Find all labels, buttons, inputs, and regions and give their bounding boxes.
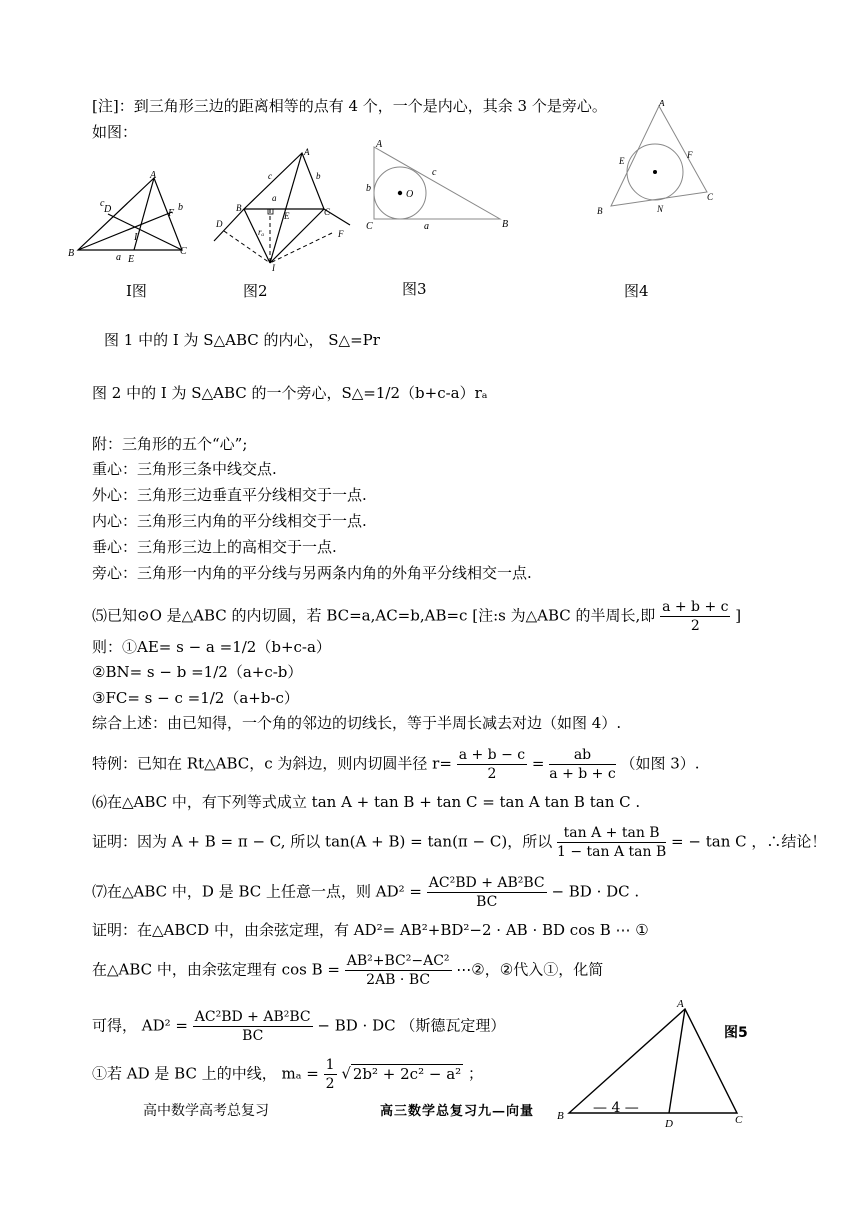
- figure-5-caption: 图5: [724, 1025, 748, 1041]
- fig1-label-F: F: [168, 208, 175, 219]
- median-sqrt: 2b² + 2c² − a²: [352, 1064, 462, 1083]
- fig2-label-A: A: [304, 147, 310, 157]
- special-fraction-1: $\frac{a + b - c}{2}$: [458, 747, 526, 782]
- item6-fraction: $\frac{\text{tan A + tan B}}{\text{1 − tan A tan B}}$: [557, 825, 667, 860]
- item5-summary: 综合上述：由已知得，一个角的邻边的切线长，等于半周长减去对边（如图 4）.: [92, 714, 622, 732]
- figure-4-caption: 图4: [624, 282, 649, 300]
- center-item: 外心：三角形三边垂直平分线相交于一点.: [92, 486, 367, 504]
- item5-suffix: ]: [735, 606, 742, 625]
- item7-result-fraction: $\frac{\text{AC²BD + AB²BC}}{BC}$: [194, 1009, 311, 1044]
- fig5-label-C: C: [735, 1114, 743, 1126]
- fig2-label-E: E: [284, 211, 290, 221]
- fig3-label-B: B: [502, 219, 509, 230]
- fig5-label-A: A: [677, 998, 684, 1010]
- center-item: 旁心：三角形一内角的平分线与另两条内角的外角平分线相交一点.: [92, 564, 532, 582]
- page-number: — 4 —: [593, 1100, 639, 1116]
- fig5-label-D: D: [665, 1118, 673, 1130]
- fig2-label-c: c: [268, 171, 272, 181]
- item7-proof: 证明：在△ABCD 中，由余弦定理，有 AD²= AB²+BD²−2 · AB · BD cos B ⋯ ①: [92, 921, 649, 939]
- item5-then: ③FC= s − c =1/2（a+b-c）: [92, 689, 299, 707]
- fig4-label-F: F: [687, 150, 693, 160]
- center-item: 内心：三角形三内角的平分线相交于一点.: [92, 512, 367, 530]
- fig2-label-F: F: [338, 229, 344, 239]
- footer-left: 高中数学高考总复习: [143, 1103, 269, 1119]
- fig1-label-c: c: [100, 198, 105, 209]
- item6-proof: 证明：因为 A + B = π − C, 所以 tan(A + B) = tan(π − C)，所以 $\frac{\text{tan A + tan B}}{\text{1 − tan A tan B}}$ = − tan C ，∴结论！: [92, 825, 827, 860]
- fig4-label-A: A: [659, 100, 665, 108]
- fig2-description: 图 2 中的 I 为 S△ABC 的一个旁心，S△=1/2（b+c-a）rₐ: [92, 384, 488, 402]
- item5-statement: [92, 598, 741, 635]
- fig2-label-ra: rₐ: [258, 227, 265, 237]
- item5-prefix: ⑸已知⊙O 是△ABC 的内切圆，若 BC=a,AC=b,AB=c [注:s 为△ABC 的半周长,即: [92, 606, 656, 625]
- fig1-label-E: E: [128, 254, 135, 265]
- note-text: [注]：到三角形三边的距离相等的点有 4 个，一个是内心，其余 3 个是旁心。: [92, 97, 607, 115]
- special-case: 特例：已知在 Rt△ABC，c 为斜边，则内切圆半径 r= $\frac{a + b - c}{2}$ = $\frac{ab}{a + b + c}$ （如图 3）.: [92, 747, 700, 782]
- fig4-label-N: N: [657, 204, 664, 214]
- fig1-label-B: B: [68, 248, 75, 259]
- fig1-label-D: D: [104, 204, 112, 215]
- fig2-label-D: D: [216, 219, 223, 229]
- sqrt-symbol: √: [341, 1064, 351, 1083]
- special-fraction-2: $\frac{ab}{a + b + c}$: [549, 747, 616, 782]
- fig3-label-C: C: [366, 221, 373, 232]
- fig5-label-B: B: [557, 1110, 564, 1122]
- center-item: 垂心：三角形三边上的高相交于一点.: [92, 538, 337, 556]
- fig1-label-I: I: [134, 232, 138, 243]
- fig3-label-c: c: [432, 167, 437, 178]
- fig1-description: 图 1 中的 I 为 S△ABC 的内心， S△=Pr: [104, 331, 380, 349]
- item6-statement: ⑹在△ABC 中，有下列等式成立 tan A + tan B + tan C = tan A tan B tan C .: [92, 793, 641, 811]
- item5-fraction: $\frac{a + b + c}{2}$: [662, 599, 729, 634]
- fig1-label-a: a: [116, 252, 121, 263]
- figure-1-diagram: [62, 168, 202, 268]
- fig2-label-I: I: [272, 263, 275, 273]
- fig2-label-C: C: [324, 207, 331, 217]
- fig1-label-A: A: [150, 170, 157, 181]
- figure-2-diagram: [210, 145, 355, 273]
- center-item: 重心：三角形三条中线交点.: [92, 460, 277, 478]
- item7-cosine: 在△ABC 中，由余弦定理有 cos B = $\frac{\text{AB²+BC²−AC²}}{2AB \cdot BC}$ ⋯②，②代入①，化简: [92, 953, 604, 988]
- fig3-label-a: a: [424, 221, 429, 232]
- figure-3-caption: 图3: [402, 280, 427, 298]
- figure-1-caption: I图: [126, 282, 147, 300]
- figure-3-diagram: [360, 135, 520, 235]
- fig4-label-C: C: [707, 192, 714, 202]
- item7-statement: ⑺在△ABC 中，D 是 BC 上任意一点，则 AD² = $\frac{\text{AC²BD + AB²BC}}{BC}$ − BD · DC .: [92, 875, 640, 910]
- fig2-label-B: B: [236, 203, 242, 213]
- median-fraction: $\frac{1}{2}$: [325, 1057, 335, 1092]
- fig4-label-B: B: [597, 206, 603, 216]
- five-centers-title: 附：三角形的五个“心”;: [92, 435, 248, 453]
- item5-then: ②BN= s − b =1/2（a+c-b）: [92, 663, 303, 681]
- fig2-label-a: a: [272, 193, 277, 203]
- fig1-label-b: b: [178, 202, 183, 213]
- fig3-label-b: b: [366, 183, 371, 194]
- fig2-label-b: b: [316, 171, 321, 181]
- item5-then: 则：①AE= s − a =1/2（b+c-a）: [92, 638, 331, 656]
- figure-5-diagram: [555, 995, 755, 1130]
- fig1-label-C: C: [180, 246, 187, 257]
- fig3-label-O: O: [406, 189, 414, 200]
- figure-4-diagram: [595, 100, 725, 220]
- median-formula: ①若 AD 是 BC 上的中线， mₐ = $\frac{1}{2}$ √ 2b² + 2c² − a² ；: [92, 1057, 483, 1092]
- as-shown-text: 如图：: [92, 123, 138, 141]
- figure-2-caption: 图2: [243, 282, 268, 300]
- item7-fraction: $\frac{\text{AC²BD + AB²BC}}{BC}$: [428, 875, 545, 910]
- item7-cos-fraction: $\frac{\text{AB²+BC²−AC²}}{2AB \cdot BC}$: [346, 953, 450, 988]
- fig4-label-E: E: [619, 156, 625, 166]
- footer-right: 高三数学总复习九—向量: [380, 1104, 535, 1119]
- fig3-label-A: A: [376, 139, 383, 150]
- item7-result: 可得， AD² = $\frac{\text{AC²BD + AB²BC}}{BC}$ − BD · DC （斯德瓦定理）: [92, 1009, 506, 1044]
